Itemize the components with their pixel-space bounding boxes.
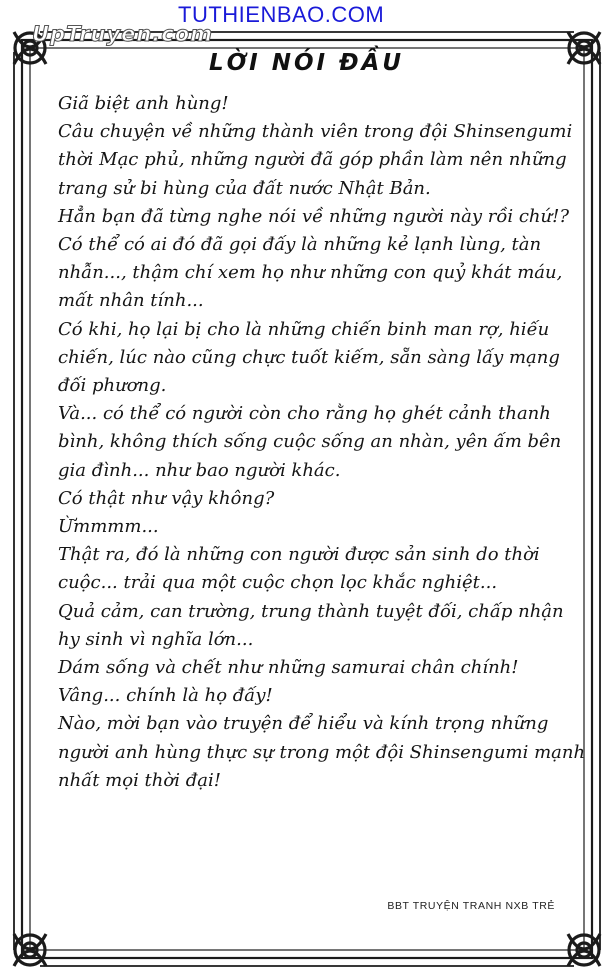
text-line: Dám sống và chết như những samurai chân chính! bbox=[58, 657, 519, 679]
editorial-signature: BBT TRUYỆN TRANH NXB TRẺ bbox=[387, 900, 555, 912]
text-line: hy sinh vì nghĩa lớn... bbox=[58, 628, 254, 650]
text-line: Thật ra, đó là những con người được sản sinh do thời bbox=[58, 544, 540, 566]
text-line: nhất mọi thời đại! bbox=[58, 769, 221, 791]
text-line: thời Mạc phủ, những người đã góp phần làm nên những bbox=[58, 149, 567, 171]
watermark-site-left: UpTruyen.com bbox=[32, 22, 214, 46]
text-line: Và... có thể có người còn cho rằng họ ghét cảnh thanh bbox=[58, 403, 551, 425]
text-line: Có khi, họ lại bị cho là những chiến binh man rợ, hiếu bbox=[58, 318, 550, 340]
text-line: Hẳn bạn đã từng nghe nói về những người này rồi chứ!? bbox=[58, 205, 570, 227]
text-line: Quả cảm, can trường, trung thành tuyệt đối, chấp nhận bbox=[58, 600, 564, 622]
text-line: Có thể có ai đó đã gọi đấy là những kẻ lạnh lùng, tàn bbox=[58, 234, 542, 256]
text-line: gia đình... như bao người khác. bbox=[58, 459, 341, 481]
text-line: Nào, mời bạn vào truyện để hiểu và kính trọng những bbox=[58, 713, 549, 735]
text-line: Câu chuyện về những thành viên trong đội Shinsengumi bbox=[58, 121, 573, 143]
text-line: Có thật như vậy không? bbox=[58, 487, 275, 509]
text-line: Giã biệt anh hùng! bbox=[58, 93, 229, 114]
text-line: mất nhân tính... bbox=[58, 290, 204, 312]
text-line: cuộc... trải qua một cuộc chọn lọc khắc nghiệt... bbox=[58, 572, 498, 594]
page-title: LỜI NÓI ĐẦU bbox=[208, 50, 405, 76]
text-line: nhẫn..., thậm chí xem họ như những con quỷ khát máu, bbox=[58, 262, 563, 284]
corner-knot-bottom-right bbox=[568, 934, 600, 966]
text-line: đối phương. bbox=[58, 375, 167, 397]
text-line: Vâng... chính là họ đấy! bbox=[58, 685, 273, 707]
text-line: người anh hùng thực sự trong một đội Shinsengumi mạnh bbox=[58, 741, 586, 763]
text-line: bình, không thích sống cuộc sống an nhàn, yên ấm bên bbox=[58, 431, 562, 453]
preface-body bbox=[58, 90, 586, 795]
text-line: trang sử bi hùng của đất nước Nhật Bản. bbox=[58, 177, 431, 199]
text-line: Ừmmmm... bbox=[58, 516, 159, 538]
corner-knot-bottom-left bbox=[14, 934, 46, 966]
watermark-site-top: TUTHIENBAO.COM bbox=[178, 2, 385, 27]
text-line: chiến, lúc nào cũng chực tuốt kiếm, sẵn sàng lấy mạng bbox=[58, 346, 560, 368]
